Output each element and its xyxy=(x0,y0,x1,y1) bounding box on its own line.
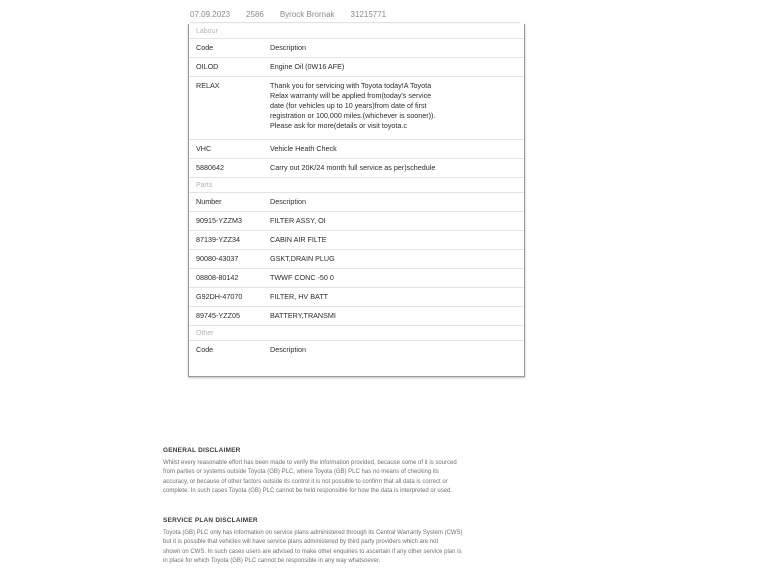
table-row xyxy=(189,306,524,325)
description-line: date (for vehicles up to 10 years)from date of first xyxy=(270,101,427,110)
disclaimer-line: complete. In such cases Toyota (GB) PLC cannot be held responsible for how the data is interpreted or used. xyxy=(163,488,453,494)
disclaimer-line: from parties or systems outside Toyota (GB) PLC, where Toyota (GB) PLC has no means of checking its xyxy=(163,469,439,475)
part-number: 08808-80142 xyxy=(196,273,239,282)
disclaimer-line: shown on CWS. In such cases users are advised to make other enquiries to ascertain if any other service plan is xyxy=(163,548,462,555)
part-number: 90915-YZZM3 xyxy=(196,216,242,225)
part-description: FILTER, HV BATT xyxy=(270,292,329,301)
labour-code: 5880642 xyxy=(196,163,224,172)
part-number: 89745-YZZ05 xyxy=(196,311,240,320)
part-number: G92DH-47070 xyxy=(196,292,243,301)
labour-code: RELAX xyxy=(196,81,220,90)
dealer-name: Byrock Brornak xyxy=(279,9,335,19)
table-row xyxy=(189,249,524,268)
labour-header-row xyxy=(189,38,524,57)
parts-header-row xyxy=(189,192,524,211)
labour-code: OILOD xyxy=(196,62,219,71)
description-line: Please ask for more(details or visit toyota.c xyxy=(270,121,408,130)
service-history-row xyxy=(190,6,520,23)
labour-section-label: Labour xyxy=(196,28,218,35)
table-row xyxy=(189,287,524,306)
part-number: 87139-YZZ34 xyxy=(196,235,240,244)
service-plan-disclaimer xyxy=(163,516,553,567)
table-row xyxy=(189,158,524,177)
other-header-row xyxy=(189,340,524,359)
disclaimer-line: accuracy, or because of other factors outside its control it is not possible to confirm that all data is correct or xyxy=(163,478,448,485)
service-plan-disclaimer-heading: SERVICE PLAN DISCLAIMER xyxy=(163,517,258,524)
column-header-description: Description xyxy=(270,197,306,206)
part-number: 90080-43037 xyxy=(196,254,239,263)
column-header-description: Description xyxy=(270,43,306,52)
part-description: BATTERY,TRANSMI xyxy=(270,311,336,320)
service-reference: 31215771 xyxy=(350,9,387,19)
disclaimer-line: but it is possible that vehicles will have service plans administered by third party providers which are not xyxy=(163,539,439,545)
disclaimer-line: Toyota (GB) PLC only has information on service plans administered through its Central Warranty System (CWS) xyxy=(163,529,463,536)
description-line: Thank you for servicing with Toyota today!A Toyota xyxy=(270,81,432,90)
other-section-label: Other xyxy=(189,325,524,340)
disclaimer-line: Whilst every reasonable effort has been made to verify the information provided, because some of it is sourced xyxy=(163,459,457,466)
table-row xyxy=(189,230,524,249)
service-code: 2586 xyxy=(246,9,264,19)
service-date: 07.09.2023 xyxy=(190,9,231,19)
column-header-code: Code xyxy=(196,345,214,354)
column-header-description: Description xyxy=(270,345,306,354)
labour-description xyxy=(270,77,524,139)
parts-section-label: Parts xyxy=(189,177,524,192)
part-description: FILTER ASSY, OI xyxy=(270,216,326,225)
part-description: TWWF CONC -50 0 xyxy=(270,273,334,282)
service-details-card xyxy=(188,24,525,377)
table-row xyxy=(189,268,524,287)
column-header-code: Code xyxy=(196,43,214,52)
labour-code: VHC xyxy=(196,144,212,153)
labour-description: Engine Oil (0W16 AFE) xyxy=(270,62,345,71)
table-row xyxy=(189,211,524,230)
table-row xyxy=(189,139,524,158)
description-line: registration or 100,000 miles.(whichever is sooner)). xyxy=(270,111,436,120)
part-description: GSKT,DRAIN PLUG xyxy=(270,254,335,263)
description-line: Relax warranty will be applied from(today's service xyxy=(270,91,432,100)
disclaimer-line: in place for which Toyota (GB) PLC cannot be responsible in any way whatsoever. xyxy=(163,558,381,564)
general-disclaimer xyxy=(163,446,553,497)
labour-description: Carry out 20K/24 month full service as per)schedule xyxy=(270,163,436,172)
table-row xyxy=(189,76,524,139)
labour-description: Vehicle Heath Check xyxy=(270,144,337,153)
column-header-number: Number xyxy=(196,197,222,206)
table-row xyxy=(189,57,524,76)
part-description: CABIN AIR FILTE xyxy=(270,235,327,244)
general-disclaimer-heading: GENERAL DISCLAIMER xyxy=(163,447,241,454)
